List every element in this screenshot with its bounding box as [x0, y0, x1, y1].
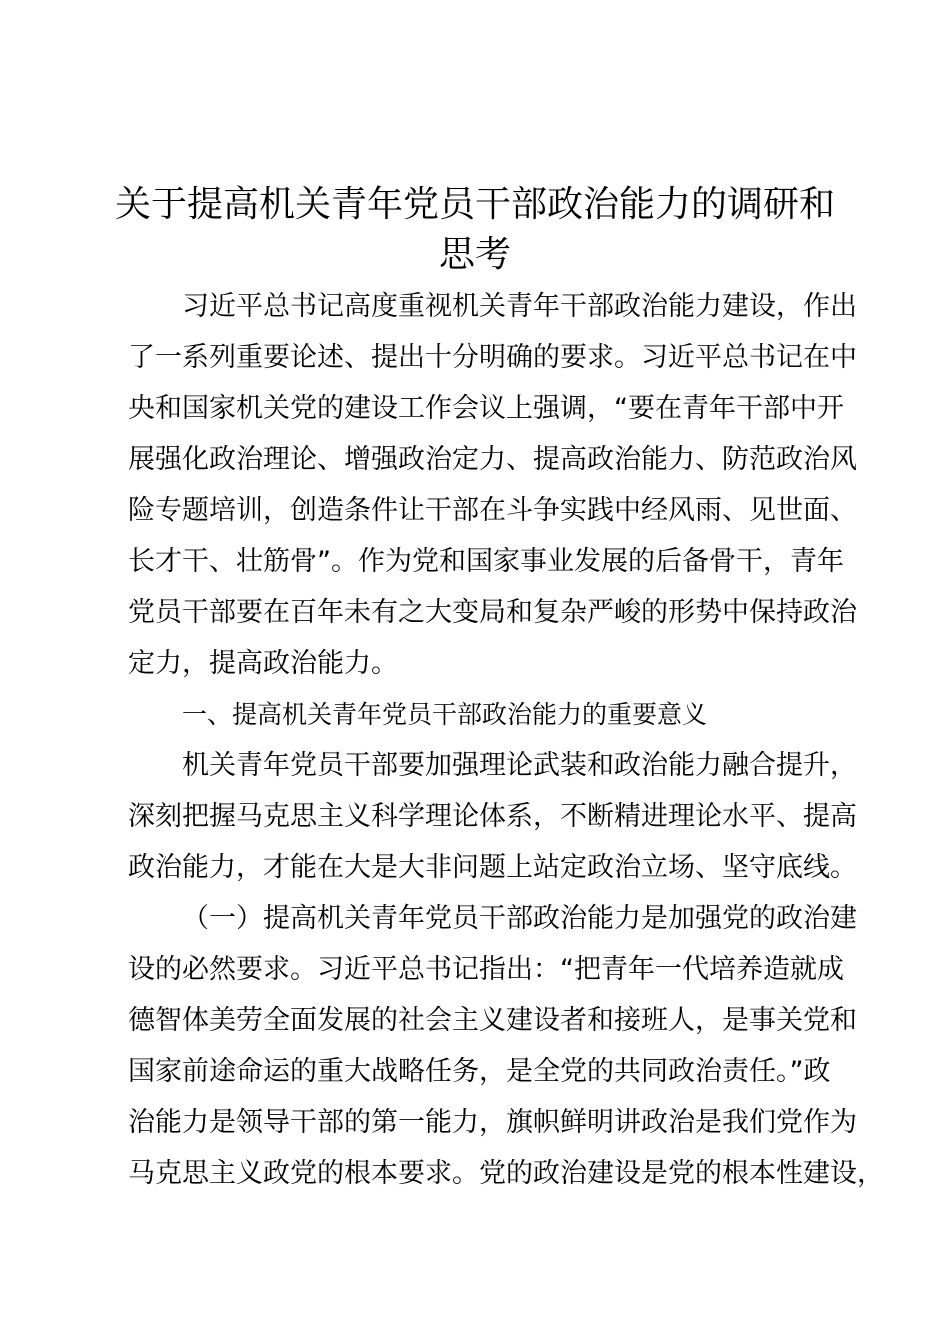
- paragraph-line: 了一系列重要论述、提出十分明确的要求。习近平总书记在中: [128, 342, 857, 373]
- paragraph-line: 险专题培训，创造条件让干部在斗争实践中经风雨、见世面、: [128, 495, 857, 526]
- paragraph-line: 马克思主义政党的根本要求。党的政治建设是党的根本性建设，: [128, 1158, 884, 1189]
- paragraph-line: （一）提高机关青年党员干部政治能力是加强党的政治建: [182, 903, 857, 934]
- paragraph-line: 长才干、壮筋骨”。作为党和国家事业发展的后备骨干，青年: [128, 546, 844, 577]
- paragraph-line: 央和国家机关党的建设工作会议上强调，“要在青年干部中开: [128, 393, 844, 424]
- paragraph-line: 政治能力，才能在大是大非问题上站定政治立场、坚守底线。: [128, 852, 857, 883]
- paragraph-line: 深刻把握马克思主义科学理论体系，不断精进理论水平、提高: [128, 801, 857, 832]
- title-line-2: 思考: [438, 234, 511, 275]
- section-heading: 一、提高机关青年党员干部政治能力的重要意义: [182, 700, 708, 729]
- title-line-1: 关于提高机关青年党员干部政治能力的调研和: [114, 184, 835, 225]
- paragraph-line: 机关青年党员干部要加强理论武装和政治能力融合提升，: [182, 750, 857, 781]
- document-body: [128, 281, 884, 1199]
- paragraph-line: 定力，提高政治能力。: [128, 648, 398, 679]
- paragraph-line: 习近平总书记高度重视机关青年干部政治能力建设，作出: [182, 291, 857, 322]
- paragraph-line: 展强化政治理论、增强政治定力、提高政治能力、防范政治风: [128, 444, 857, 475]
- paragraph-line: 德智体美劳全面发展的社会主义建设者和接班人，是事关党和: [128, 1005, 857, 1036]
- document-title: [110, 180, 840, 280]
- paragraph-line: 党员干部要在百年未有之大变局和复杂严峻的形势中保持政治: [128, 597, 857, 628]
- paragraph-line: 国家前途命运的重大战略任务，是全党的共同政治责任。”政: [128, 1056, 831, 1087]
- paragraph-line: 治能力是领导干部的第一能力，旗帜鲜明讲政治是我们党作为: [128, 1107, 857, 1138]
- paragraph-line: 设的必然要求。习近平总书记指出：“把青年一代培养造就成: [128, 954, 844, 985]
